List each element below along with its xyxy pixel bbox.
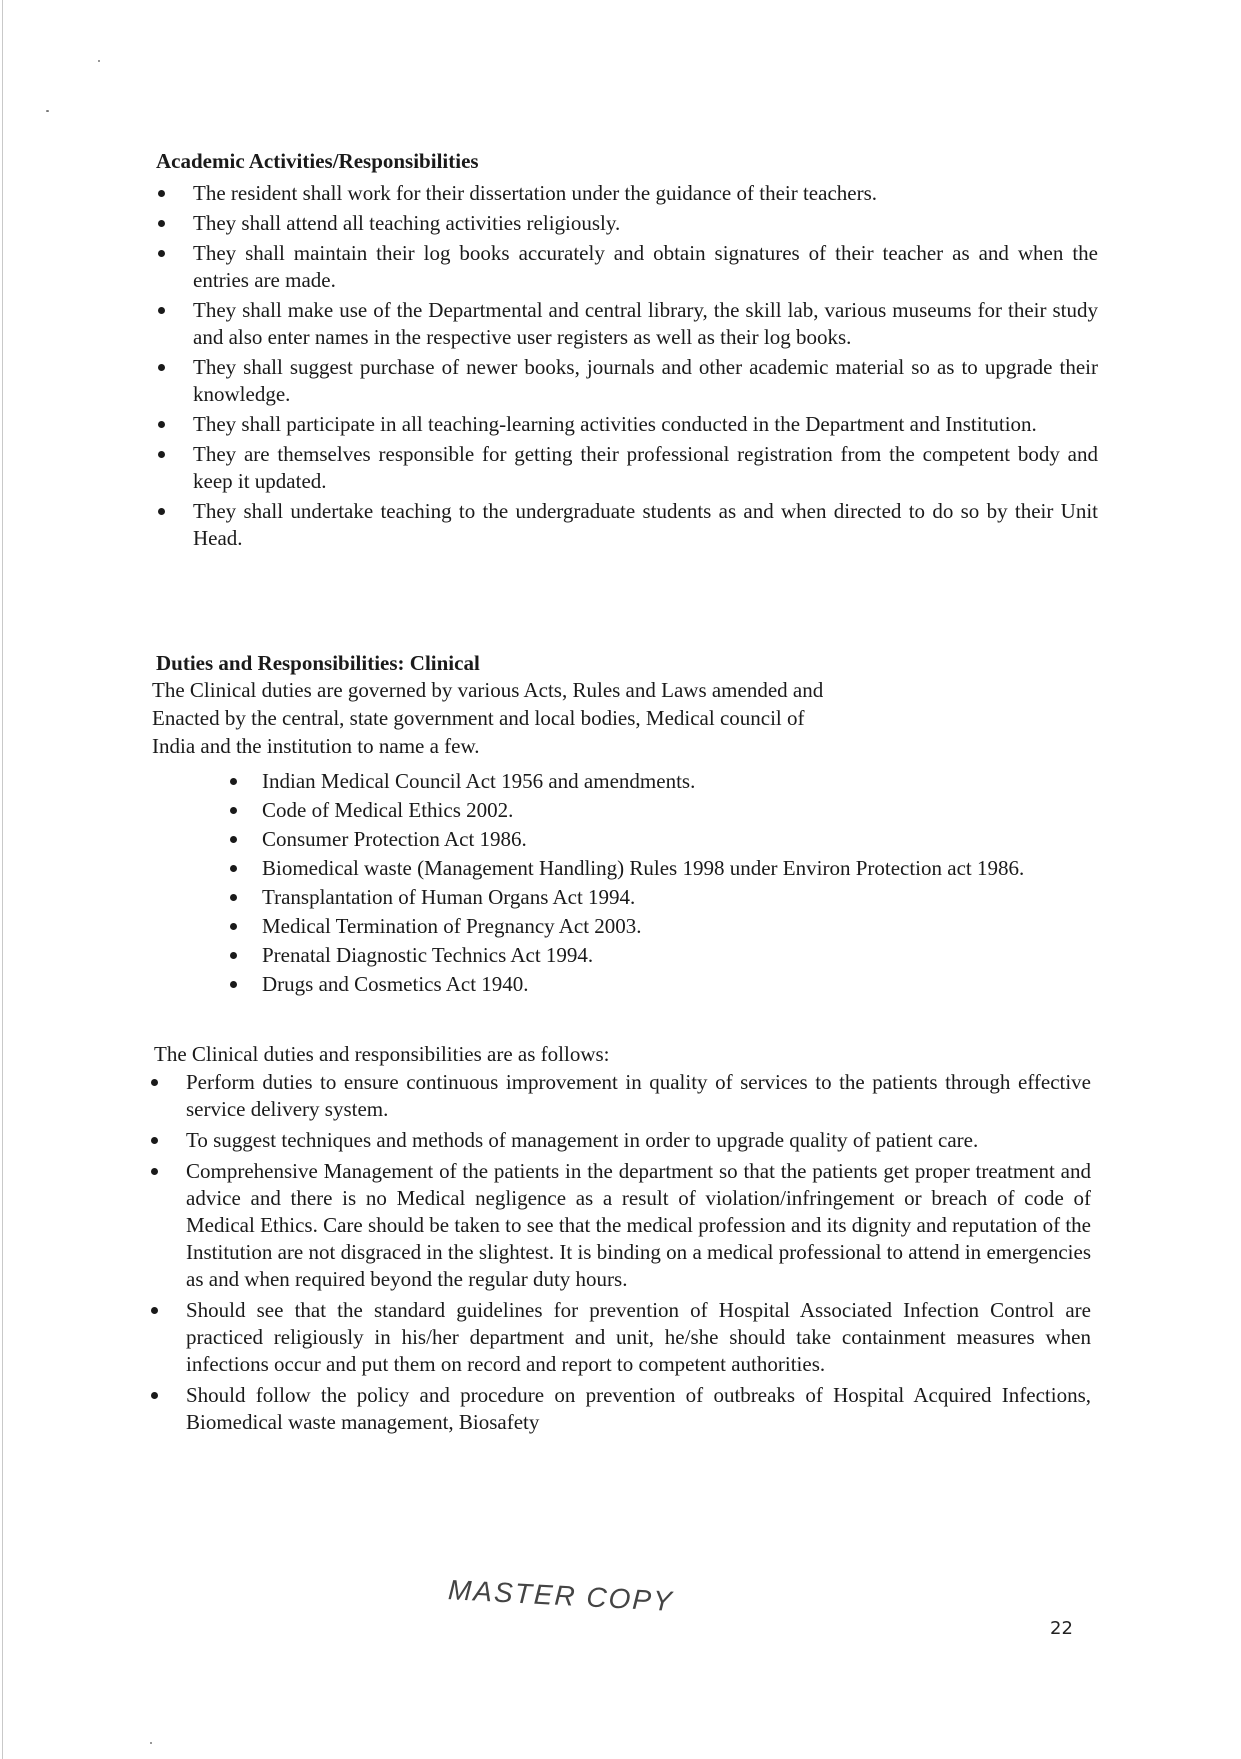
clinical-duty-item: Should see that the standard guidelines for prevention of Hospital Associated Infection Control are practiced religiously in his/her department and unit, he/she should take containment measures when infections occur and put them on record and report to competent authorities. [186, 1298, 1091, 1376]
clinical-heading: Duties and Responsibilities: Clinical [156, 651, 480, 675]
scan-edge [2, 0, 3, 1759]
act-item: Drugs and Cosmetics Act 1940. [262, 971, 1098, 998]
act-item: Prenatal Diagnostic Technics Act 1994. [262, 942, 1098, 969]
clinical-intro-line: India and the institution to name a few. [152, 734, 480, 758]
academic-item: They shall participate in all teaching-learning activities conducted in the Department and Institution. [193, 411, 1098, 438]
academic-item: They shall attend all teaching activities religiously. [193, 210, 1098, 237]
scan-speck [46, 110, 49, 112]
academic-item: The resident shall work for their dissertation under the guidance of their teachers. [193, 180, 1098, 207]
act-item: Indian Medical Council Act 1956 and amendments. [262, 768, 1098, 795]
academic-heading: Academic Activities/Responsibilities [156, 149, 479, 173]
academic-item: They are themselves responsible for getting their professional registration from the competent body and keep it updated. [193, 442, 1098, 493]
acts-list [262, 768, 1098, 1000]
academic-item: They shall suggest purchase of newer books, journals and other academic material so as to upgrade their knowledge. [193, 355, 1098, 406]
act-item: Transplantation of Human Organs Act 1994. [262, 884, 1098, 911]
clinical-followup: The Clinical duties and responsibilities are as follows: [154, 1042, 610, 1066]
academic-item: They shall maintain their log books accurately and obtain signatures of their teacher as and when the entries are made. [193, 241, 1098, 292]
scan-speck [98, 60, 100, 62]
act-item: Consumer Protection Act 1986. [262, 826, 1098, 853]
clinical-duty-item: Should follow the policy and procedure on prevention of outbreaks of Hospital Acquired Infections, Biomedical waste management, Biosafety [186, 1383, 1091, 1434]
academic-list [193, 180, 1098, 555]
clinical-intro-line: The Clinical duties are governed by various Acts, Rules and Laws amended and [152, 678, 824, 702]
master-copy-stamp: MASTER COPY [447, 1574, 675, 1617]
clinical-intro-line: Enacted by the central, state government and local bodies, Medical council of [152, 706, 805, 730]
scan-speck [150, 1742, 152, 1744]
page-number: 22 [1050, 1618, 1073, 1639]
academic-item: They shall make use of the Departmental and central library, the skill lab, various museums for their study and also enter names in the respective user registers as well as their log books. [193, 298, 1098, 349]
academic-item: They shall undertake teaching to the undergraduate students as and when directed to do so by their Unit Head. [193, 499, 1098, 550]
act-item: Medical Termination of Pregnancy Act 2003. [262, 913, 1098, 940]
act-item: Biomedical waste (Management Handling) Rules 1998 under Environ Protection act 1986. [262, 855, 1098, 882]
clinical-duty-item: Perform duties to ensure continuous improvement in quality of services to the patients through effective service delivery system. [186, 1070, 1091, 1121]
clinical-duties-list [186, 1069, 1091, 1440]
clinical-duty-item: Comprehensive Management of the patients in the department so that the patients get proper treatment and advice and there is no Medical negligence as a result of violation/infringement or breach of code of Medical Ethics. Care should be taken to see that the medical profession and its dignity and reputation of the Institution are not disgraced in the slightest. It is binding on a medical professional to attend in emergencies as and when required beyond the regular duty hours. [186, 1159, 1091, 1291]
clinical-duty-item: To suggest techniques and methods of management in order to upgrade quality of patient care. [186, 1127, 1091, 1154]
act-item: Code of Medical Ethics 2002. [262, 797, 1098, 824]
